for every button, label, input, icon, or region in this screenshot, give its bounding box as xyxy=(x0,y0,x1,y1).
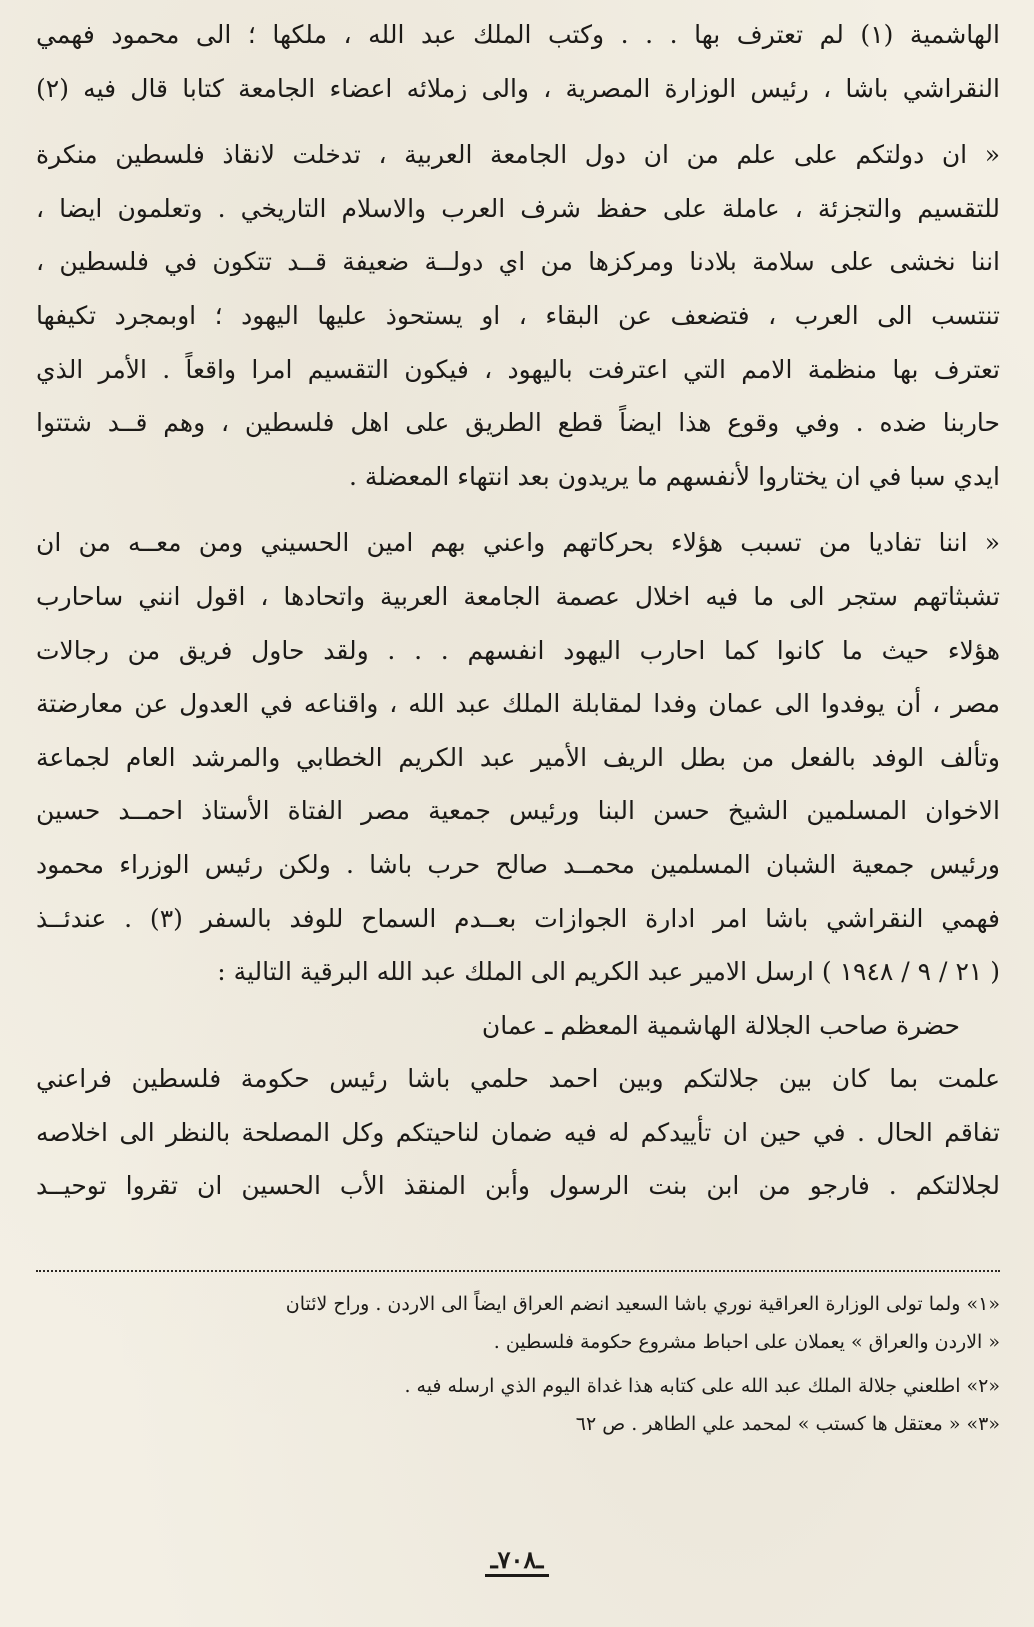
footnote-3: «٣» « معتقل ها كستب » لمحمد علي الطاهر . ص ٦٢ xyxy=(575,1413,1000,1435)
text-line: تنتسب الى العرب ، فتضعف عن البقاء ، او يستحوذ عليها اليهود ؛ اوبمجرد تكيفها xyxy=(36,300,1000,330)
text-line: فهمي النقراشي باشا امر ادارة الجوازات بعــدم السماح للوفد بالسفر (٣) . عندئــذ xyxy=(36,903,1000,933)
text-line: ( ٢١ / ٩ / ١٩٤٨ ) ارسل الامير عبد الكريم الى الملك عبد الله البرقية التالية : xyxy=(217,957,1000,987)
text-line: تشبثاتهم ستجر الى ما فيه اخلال عصمة الجامعة العربية واتحادها ، اقول انني ساحارب xyxy=(36,581,1000,611)
footnote-1: «١» ولما تولى الوزارة العراقية نوري باشا السعيد انضم العراق ايضاً الى الاردن . وراح لائتان xyxy=(285,1293,1000,1315)
page-number xyxy=(0,1545,1034,1574)
footnote-2: «٢» اطلعني جلالة الملك عبد الله على كتابه هذا غداة اليوم الذي ارسله فيه . xyxy=(404,1375,1000,1397)
text-line: « اننا تفاديا من تسبب هؤلاء بحركاتهم واعني بهم امين الحسيني ومن معــه من ان xyxy=(36,528,1000,558)
footnote-divider xyxy=(36,1270,1000,1272)
text-line: النقراشي باشا ، رئيس الوزارة المصرية ، والى زملائه اعضاء الجامعة كتابا قال فيه (٢) xyxy=(36,73,1000,103)
text-line: الاخوان المسلمين الشيخ حسن البنا ورئيس جمعية مصر الفتاة الأستاذ احمــد حسين xyxy=(36,796,1000,826)
text-line: للتقسيم والتجزئة ، عاملة على حفظ شرف العرب والاسلام التاريخي . وتعلمون ايضا ، xyxy=(36,193,1000,223)
text-line: تعترف بها منظمة الامم التي اعترفت باليهود ، فيكون التقسيم امرا واقعاً . الأمر الذي xyxy=(36,354,1000,384)
text-line: الهاشمية (١) لم تعترف بها . . . وكتب الملك عبد الله ، ملكها ؛ الى محمود فهمي xyxy=(36,20,1000,49)
main-text xyxy=(36,8,1000,1213)
text-line: حاربنا ضده . وفي وقوع هذا ايضاً قطع الطريق على اهل فلسطين ، وهم قــد شتتوا xyxy=(36,408,1000,438)
text-line: وتألف الوفد بالفعل من بطل الريف الأمير عبد الكريم الخطابي والمرشد العام لجماعة xyxy=(36,742,1000,772)
text-line: مصر ، أن يوفدوا الى عمان وفدا لمقابلة الملك عبد الله ، واقناعه في العدول عن معارضتة xyxy=(36,689,1000,719)
text-line: ايدي سبا في ان يختاروا لأنفسهم ما يريدون بعد انتهاء المعضلة . xyxy=(348,461,1000,491)
paragraph-gap xyxy=(36,503,1000,516)
paragraph-telegram xyxy=(36,1052,1000,1213)
text-line: ورئيس جمعية الشبان المسلمين محمــد صالح حرب باشا . ولكن رئيس الوزراء محمود xyxy=(36,849,1000,879)
paragraph-gap xyxy=(36,115,1000,128)
telegram-address: حضرة صاحب الجلالة الهاشمية المعظم ـ عمان xyxy=(481,1010,960,1040)
page-number-label: ـ٧٠٨ـ xyxy=(485,1545,550,1577)
text-line: تفاقم الحال . في حين ان تأييدكم له فيه ضمان لناحيتكم وكل المصلحة بالنظر الى اخلاصه xyxy=(36,1117,1000,1147)
footnote-1-continued: « الاردن والعراق » يعملان على احباط مشروع حكومة فلسطين . xyxy=(493,1331,1000,1353)
text-line: لجلالتكم . فارجو من ابن بنت الرسول وأبن المنقذ الأب الحسين ان تقروا توحيــد xyxy=(36,1171,1000,1201)
paragraph-intro xyxy=(36,8,1000,115)
text-line: « ان دولتكم على علم من ان دول الجامعة العربية ، تدخلت لانقاذ فلسطين منكرة xyxy=(36,140,1000,170)
footnotes xyxy=(36,1285,1000,1443)
paragraph-quote-2 xyxy=(36,516,1000,998)
text-line: هؤلاء حيث ما كانوا كما احارب اليهود انفسهم . . . ولقد حاول فريق من رجالات xyxy=(36,635,1000,665)
text-line: علمت بما كان بين جلالتكم وبين احمد حلمي باشا رئيس حكومة فلسطين فراعني xyxy=(36,1064,1000,1094)
text-line: اننا نخشى على سلامة بلادنا ومركزها من اي دولــة ضعيفة قــد تتكون في فلسطين ، xyxy=(36,247,1000,277)
paragraph-quote-1 xyxy=(36,128,1000,503)
